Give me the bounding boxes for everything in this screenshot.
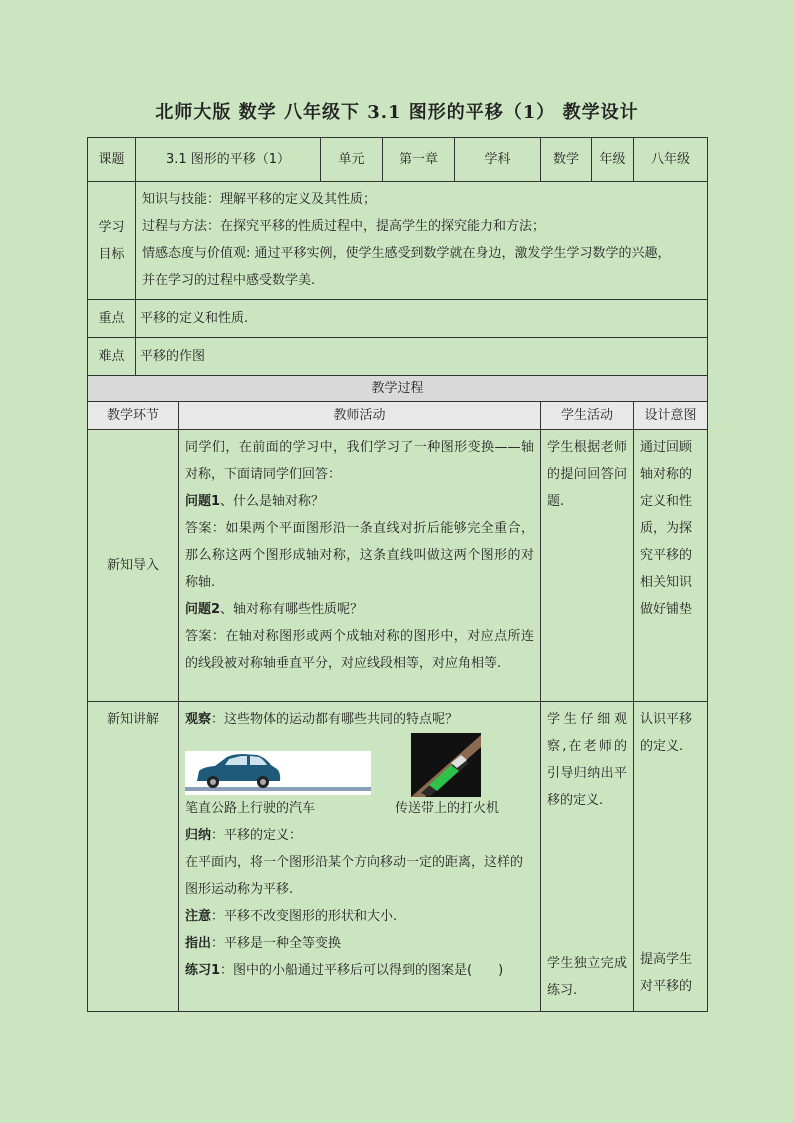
unit-value: 第一章 [383, 138, 455, 182]
caption-belt: 传送带上的打火机 [395, 801, 500, 816]
key-point-value: 平移的定义和性质. [136, 300, 708, 338]
unit-label: 单元 [321, 138, 383, 182]
student-activity-explain: 学生仔细观察,在老师的引导归纳出平移的定义. 学生独立完成练习. [541, 702, 634, 1012]
difficulty-label: 难点 [88, 338, 136, 376]
design-intent-explain: 认识平移的定义. 提高学生对平移的 [634, 702, 708, 1012]
lesson-plan-table [87, 137, 708, 1012]
goal-line: 过程与方法：在探究平移的性质过程中，提高学生的探究能力和方法； [142, 219, 546, 234]
goals-label: 学习 目标 [88, 182, 136, 300]
col-intent: 设计意图 [634, 402, 708, 430]
col-stage: 教学环节 [88, 402, 179, 430]
grade-label: 年级 [592, 138, 634, 182]
lesson-label: 课题 [88, 138, 136, 182]
subject-label: 学科 [455, 138, 541, 182]
difficulty-value: 平移的作图 [136, 338, 708, 376]
goal-line: 知识与技能：理解平移的定义及其性质； [142, 192, 377, 207]
goals-content [136, 182, 708, 300]
process-heading: 教学过程 [88, 376, 708, 402]
figure-row [185, 733, 534, 795]
teacher-activity-explain: 观察：这些物体的运动都有哪些共同的特点呢？ 笔直公路上行驶的汽车 传送带上的打火机 归纳：平移的定义： 在平面内，将一个图形沿某个方向移动一定的距离，这样的图形运动称为平移. 注意：平移不改变图形的形状和大小. 指出：平移是一种全等变换 练习1：图中的小船通过平移后可以得到的图案是( ) [179, 702, 541, 1012]
caption-car: 笔直公路上行驶的汽车 [185, 801, 316, 816]
document-title: 北师大版 数学 八年级下 3.1 图形的平移（1） 教学设计 [155, 102, 639, 123]
stage-explain: 新知讲解 [88, 702, 179, 1012]
goal-line: 并在学习的过程中感受数学美. [142, 273, 316, 288]
grade-value: 八年级 [634, 138, 708, 182]
lesson-value: 3.1 图形的平移（1） [136, 138, 321, 182]
teacher-activity-intro: 同学们，在前面的学习中，我们学习了一种图形变换——轴对称，下面请同学们回答： 问题1、什么是轴对称？ 答案：如果两个平面图形沿一条直线对折后能够完全重合，那么称这两个图形成轴对称，这条直线叫做这两个图形的对称轴. 问题2、轴对称有哪些性质呢？ 答案：在轴对称图形或两个成轴对称的图形中，对应点所连的线段被对称轴垂直平分，对应线段相等，对应角相等. [179, 430, 541, 702]
col-teacher: 教师活动 [179, 402, 541, 430]
col-student: 学生活动 [541, 402, 634, 430]
design-intent-intro: 通过回顾轴对称的定义和性质，为探究平移的相关知识做好铺垫 [634, 430, 708, 702]
goal-line: 情感态度与价值观: 通过平移实例，使学生感受到数学就在身边，激发学生学习数学的兴趣， [142, 246, 671, 261]
conveyor-lighter-image [411, 733, 481, 797]
subject-value: 数学 [541, 138, 592, 182]
car-image [185, 751, 371, 795]
key-point-label: 重点 [88, 300, 136, 338]
stage-intro: 新知导入 [88, 430, 179, 702]
student-activity-intro: 学生根据老师的提问回答问题. [541, 430, 634, 702]
